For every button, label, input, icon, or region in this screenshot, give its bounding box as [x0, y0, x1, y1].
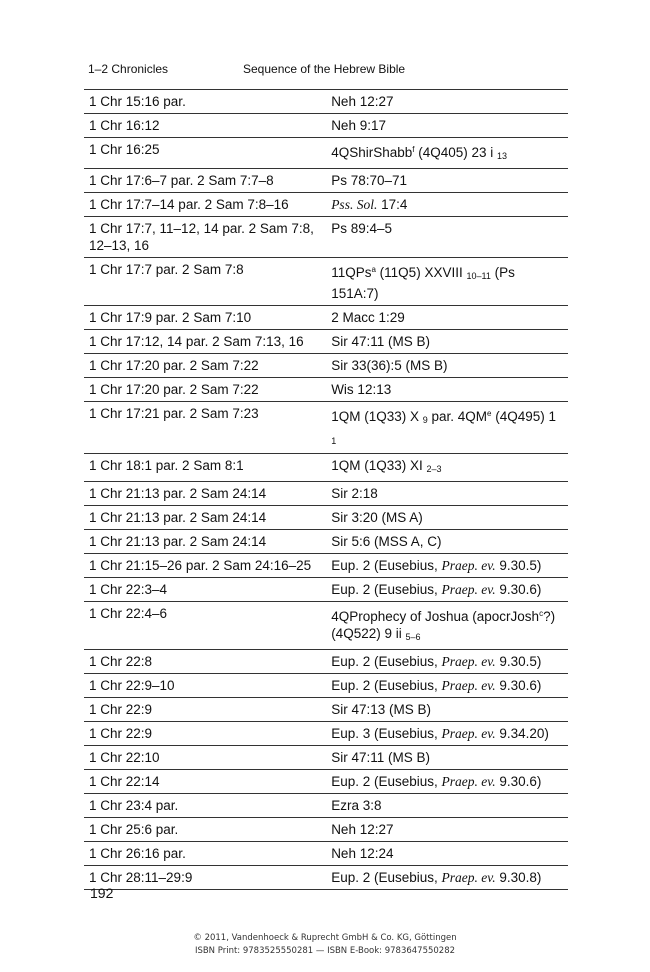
parallel-text	[325, 530, 568, 554]
parallel-text	[325, 602, 568, 650]
text-segment: (4Q495) 1	[491, 409, 557, 424]
text-segment: Sir 3:20 (MS A)	[331, 510, 423, 525]
parallel-text	[325, 794, 568, 818]
text-segment: 9.30.5)	[495, 558, 542, 573]
superscript: e	[487, 409, 492, 418]
table-row	[84, 402, 568, 454]
table-row	[84, 330, 568, 354]
superscript: a	[371, 265, 376, 274]
parallel-text	[325, 402, 568, 454]
text-segment: ?) (4Q522) 9 ii	[331, 609, 556, 641]
text-segment: 17:4	[377, 197, 408, 212]
parallel-text	[325, 378, 568, 402]
text-segment: Eup. 3 (Eusebius,	[331, 726, 442, 741]
table-row	[84, 354, 568, 378]
copyright-footer	[0, 932, 650, 958]
chronicles-reference: 1 Chr 21:15–26 par. 2 Sam 24:16–25	[84, 554, 325, 578]
subscript: 2–3	[426, 464, 442, 474]
parallel-text	[325, 138, 568, 169]
chronicles-reference: 1 Chr 16:25	[84, 138, 325, 169]
text-segment: Ps 89:4–5	[331, 221, 392, 236]
chronicles-reference: 1 Chr 26:16 par.	[84, 842, 325, 866]
chronicles-reference: 1 Chr 22:3–4	[84, 578, 325, 602]
chronicles-reference: 1 Chr 22:10	[84, 746, 325, 770]
reference-table-body	[84, 90, 568, 890]
parallel-text	[325, 306, 568, 330]
chronicles-reference: 1 Chr 28:11–29:9	[84, 866, 325, 890]
table-row	[84, 258, 568, 306]
chronicles-reference: 1 Chr 17:7, 11–12, 14 par. 2 Sam 7:8, 12–13, 16	[84, 217, 325, 258]
text-segment: Eup. 2 (Eusebius,	[331, 678, 442, 693]
parallel-text	[325, 258, 568, 306]
text-segment: (4Q405) 23 i	[414, 145, 498, 160]
table-row	[84, 169, 568, 193]
parallel-text	[325, 454, 568, 482]
text-segment: Ezra 3:8	[331, 798, 382, 813]
chronicles-reference: 1 Chr 23:4 par.	[84, 794, 325, 818]
parallel-text	[325, 842, 568, 866]
text-segment: Sir 47:11 (MS B)	[331, 334, 430, 349]
chronicles-reference: 1 Chr 21:13 par. 2 Sam 24:14	[84, 530, 325, 554]
chronicles-reference: 1 Chr 21:13 par. 2 Sam 24:14	[84, 482, 325, 506]
text-segment: 1QM (1Q33) X	[331, 409, 423, 424]
chronicles-reference: 1 Chr 17:21 par. 2 Sam 7:23	[84, 402, 325, 454]
text-segment: par. 4QM	[427, 409, 488, 424]
table-row	[84, 794, 568, 818]
parallel-text	[325, 866, 568, 890]
table-row	[84, 306, 568, 330]
text-segment: Sir 47:13 (MS B)	[331, 702, 431, 717]
chronicles-reference: 1 Chr 25:6 par.	[84, 818, 325, 842]
parallel-text	[325, 217, 568, 258]
superscript: c	[539, 609, 544, 618]
table-row	[84, 722, 568, 746]
text-segment: Neh 12:27	[331, 94, 394, 109]
text-segment: 2 Macc 1:29	[331, 310, 405, 325]
text-segment: Sir 5:6 (MSS A, C)	[331, 534, 442, 549]
chronicles-reference: 1 Chr 21:13 par. 2 Sam 24:14	[84, 506, 325, 530]
table-row	[84, 378, 568, 402]
page-number: 192	[90, 885, 114, 901]
italic-title: Praep. ev.	[441, 654, 496, 669]
parallel-text	[325, 650, 568, 674]
italic-title: Praep. ev.	[441, 726, 496, 741]
text-segment: 9.30.6)	[495, 678, 542, 693]
text-segment: Eup. 2 (Eusebius,	[331, 774, 442, 789]
table-row	[84, 482, 568, 506]
chronicles-reference: 1 Chr 22:9–10	[84, 674, 325, 698]
parallel-text	[325, 330, 568, 354]
text-segment: 9.30.5)	[495, 654, 542, 669]
text-segment: Wis 12:13	[331, 382, 392, 397]
parallel-text	[325, 818, 568, 842]
table-row	[84, 866, 568, 890]
text-segment: Eup. 2 (Eusebius,	[331, 582, 442, 597]
italic-title: Praep. ev.	[441, 870, 496, 885]
chronicles-reference: 1 Chr 22:14	[84, 770, 325, 794]
chronicles-reference: 1 Chr 17:6–7 par. 2 Sam 7:7–8	[84, 169, 325, 193]
text-segment: 9.30.6)	[495, 582, 542, 597]
subscript: 13	[497, 151, 508, 161]
parallel-text	[325, 746, 568, 770]
parallel-text	[325, 169, 568, 193]
parallel-text	[325, 698, 568, 722]
text-segment: 9.34.20)	[495, 726, 549, 741]
text-segment: 11QPs	[331, 265, 372, 280]
parallel-text	[325, 193, 568, 217]
table-row	[84, 674, 568, 698]
parallel-text	[325, 482, 568, 506]
copyright-line: © 2011, Vandenhoeck & Ruprecht GmbH & Co. KG, Göttingen	[193, 933, 457, 943]
text-segment: 9.30.8)	[495, 870, 542, 885]
chronicles-reference: 1 Chr 17:9 par. 2 Sam 7:10	[84, 306, 325, 330]
parallel-text	[325, 554, 568, 578]
isbn-line: ISBN Print: 9783525550281 — ISBN E-Book: 9783647550282	[194, 946, 456, 956]
parallel-text	[325, 90, 568, 114]
parallel-text	[325, 674, 568, 698]
italic-title: Praep. ev.	[441, 774, 496, 789]
parallel-text	[325, 578, 568, 602]
text-segment: Eup. 2 (Eusebius,	[331, 654, 442, 669]
text-segment: Ps 78:70–71	[331, 173, 407, 188]
text-segment: Eup. 2 (Eusebius,	[331, 558, 442, 573]
table-row	[84, 530, 568, 554]
subscript: 1	[331, 436, 337, 446]
parallel-text	[325, 506, 568, 530]
table-row	[84, 818, 568, 842]
chronicles-reference: 1 Chr 18:1 par. 2 Sam 8:1	[84, 454, 325, 482]
text-segment: Neh 12:27	[331, 822, 394, 837]
text-segment: Sir 2:18	[331, 486, 378, 501]
text-segment: (Ps 151A:7)	[331, 265, 515, 301]
running-head-title: Sequence of the Hebrew Bible	[243, 62, 406, 76]
parallel-text	[325, 354, 568, 378]
chronicles-reference: 1 Chr 15:16 par.	[84, 90, 325, 114]
italic-title: Praep. ev.	[441, 582, 496, 597]
table-row	[84, 506, 568, 530]
table-row	[84, 138, 568, 169]
table-row	[84, 578, 568, 602]
text-segment: 1QM (1Q33) XI	[331, 458, 427, 473]
parallel-text	[325, 114, 568, 138]
chronicles-reference: 1 Chr 22:4–6	[84, 602, 325, 650]
italic-title: Pss. Sol.	[331, 197, 378, 212]
text-segment: 4QProphecy of Joshua (apocrJosh	[331, 609, 540, 624]
text-segment: Neh 12:24	[331, 846, 394, 861]
table-row	[84, 193, 568, 217]
table-row	[84, 842, 568, 866]
parallel-text	[325, 722, 568, 746]
chronicles-reference: 1 Chr 22:8	[84, 650, 325, 674]
reference-table	[84, 89, 568, 890]
subscript: 9	[422, 415, 428, 425]
superscript: f	[412, 145, 415, 154]
table-row	[84, 554, 568, 578]
parallel-text	[325, 770, 568, 794]
chronicles-reference: 1 Chr 16:12	[84, 114, 325, 138]
table-row	[84, 217, 568, 258]
text-segment: Sir 33(36):5 (MS B)	[331, 358, 448, 373]
subscript: 5–6	[405, 632, 421, 642]
table-row	[84, 454, 568, 482]
chronicles-reference: 1 Chr 17:20 par. 2 Sam 7:22	[84, 354, 325, 378]
italic-title: Praep. ev.	[441, 678, 496, 693]
table-row	[84, 746, 568, 770]
table-row	[84, 90, 568, 114]
chronicles-reference: 1 Chr 22:9	[84, 698, 325, 722]
chronicles-reference: 1 Chr 17:7 par. 2 Sam 7:8	[84, 258, 325, 306]
text-segment: (11Q5) XXVIII	[375, 265, 467, 280]
table-row	[84, 650, 568, 674]
table-row	[84, 698, 568, 722]
chronicles-reference: 1 Chr 17:20 par. 2 Sam 7:22	[84, 378, 325, 402]
table-row	[84, 602, 568, 650]
text-segment: 4QShirShabb	[331, 145, 413, 160]
text-segment: Sir 47:11 (MS B)	[331, 750, 430, 765]
running-head-left: 1–2 Chronicles	[88, 62, 169, 76]
text-segment: Neh 9:17	[331, 118, 386, 133]
text-segment: Eup. 2 (Eusebius,	[331, 870, 442, 885]
table-row	[84, 114, 568, 138]
chronicles-reference: 1 Chr 17:7–14 par. 2 Sam 7:8–16	[84, 193, 325, 217]
chronicles-reference: 1 Chr 22:9	[84, 722, 325, 746]
text-segment: 9.30.6)	[495, 774, 542, 789]
subscript: 10–11	[466, 271, 491, 281]
chronicles-reference: 1 Chr 17:12, 14 par. 2 Sam 7:13, 16	[84, 330, 325, 354]
italic-title: Praep. ev.	[441, 558, 496, 573]
table-row	[84, 770, 568, 794]
